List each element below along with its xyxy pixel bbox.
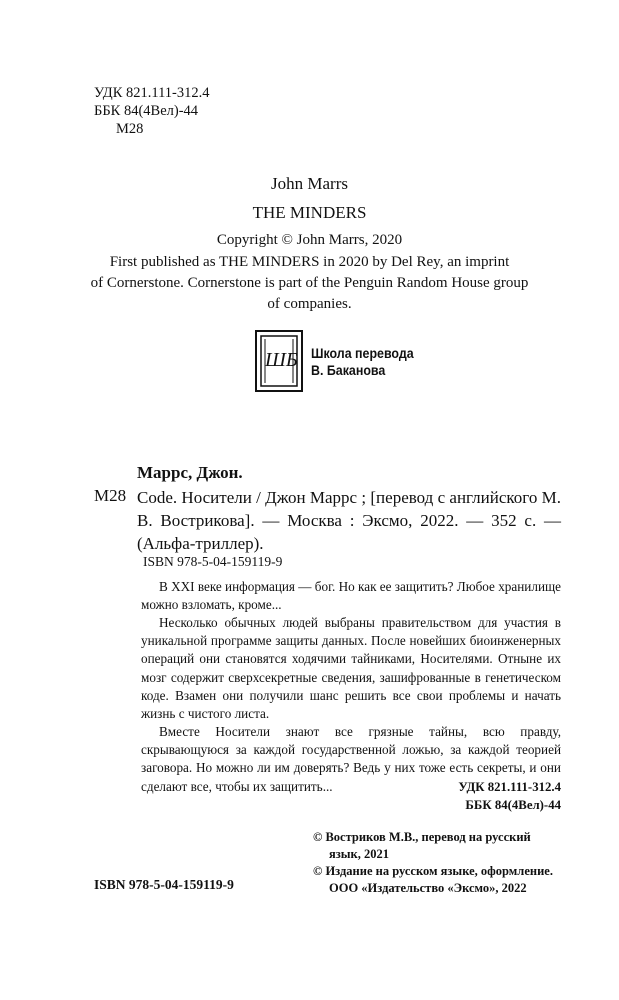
catalog-description: Code. Носители / Джон Маррс ; [перевод с английского М. В. Вострикова]. — Москва : Эксмо, 2022. — 352 с. — (Альфа-триллер). (137, 488, 561, 553)
translation-copyright-line-2: язык, 2021 (329, 847, 389, 861)
logo-line-2: В. Баканова (311, 363, 386, 378)
edition-copyright-line-2: ООО «Издательство «Эксмо», 2022 (329, 881, 527, 895)
annotation-paragraph-2: Несколько обычных людей выбраны правительством для участия в уникальной программе защиты данных. После новейших биоинженерных операций они становятся ходячими тайниками, Носителями. Отныне их мозг содержит сверхсекретные сведения, зашифрованные в генетическом коде. Взамен они получили шанс решить все свои проблемы и начать жизнь с чистого листа. (141, 615, 561, 722)
original-title: THE MINDERS (252, 203, 367, 222)
copyright-line: Copyright © John Marrs, 2020 (216, 232, 403, 248)
udk-code: УДК 821.111-312.4 (94, 85, 210, 101)
edition-copyright-line-1: © Издание на русском языке, оформление. (313, 864, 553, 878)
catalog-mark: М28 (94, 486, 127, 505)
original-author: John Marrs (271, 174, 348, 193)
translation-copyright-line-1: © Востриков М.В., перевод на русский (313, 830, 531, 844)
translation-school-logo (255, 330, 303, 392)
annotation-paragraph-3: Вместе Носители знают все грязные тайны, всю правду, скрывающуюся за каждой государственной ложью, за каждой теорией заговора. Но можно ли им доверять? Ведь у них тоже есть секреты, и они сделают все, чтобы их защитить... (141, 724, 561, 794)
right-bbk-code: ББК 84(4Вел)-44 (465, 798, 561, 812)
catalog-author-heading: Маррс, Джон. (137, 463, 243, 482)
publication-line-2: of Cornerstone. Cornerstone is part of the Penguin Random House group (90, 275, 529, 291)
bbk-code: ББК 84(4Вел)-44 (94, 103, 199, 119)
publication-line-1: First published as THE MINDERS in 2020 by Del Rey, an imprint (109, 254, 510, 270)
publication-line-3: of companies. (267, 296, 352, 312)
logo-caption (311, 345, 414, 379)
author-mark: М28 (116, 121, 144, 137)
logo-monogram: ШБ (265, 349, 298, 371)
logo-line-1: Школа перевода (311, 346, 414, 361)
annotation-paragraph-1: В XXI веке информация — бог. Но как ее защитить? Любое хранилище можно взломать, кроме... (141, 579, 562, 613)
right-udk-code: УДК 821.111-312.4 (458, 780, 561, 794)
catalog-isbn: ISBN 978-5-04-159119-9 (143, 554, 283, 569)
bottom-isbn: ISBN 978-5-04-159119-9 (94, 877, 234, 892)
